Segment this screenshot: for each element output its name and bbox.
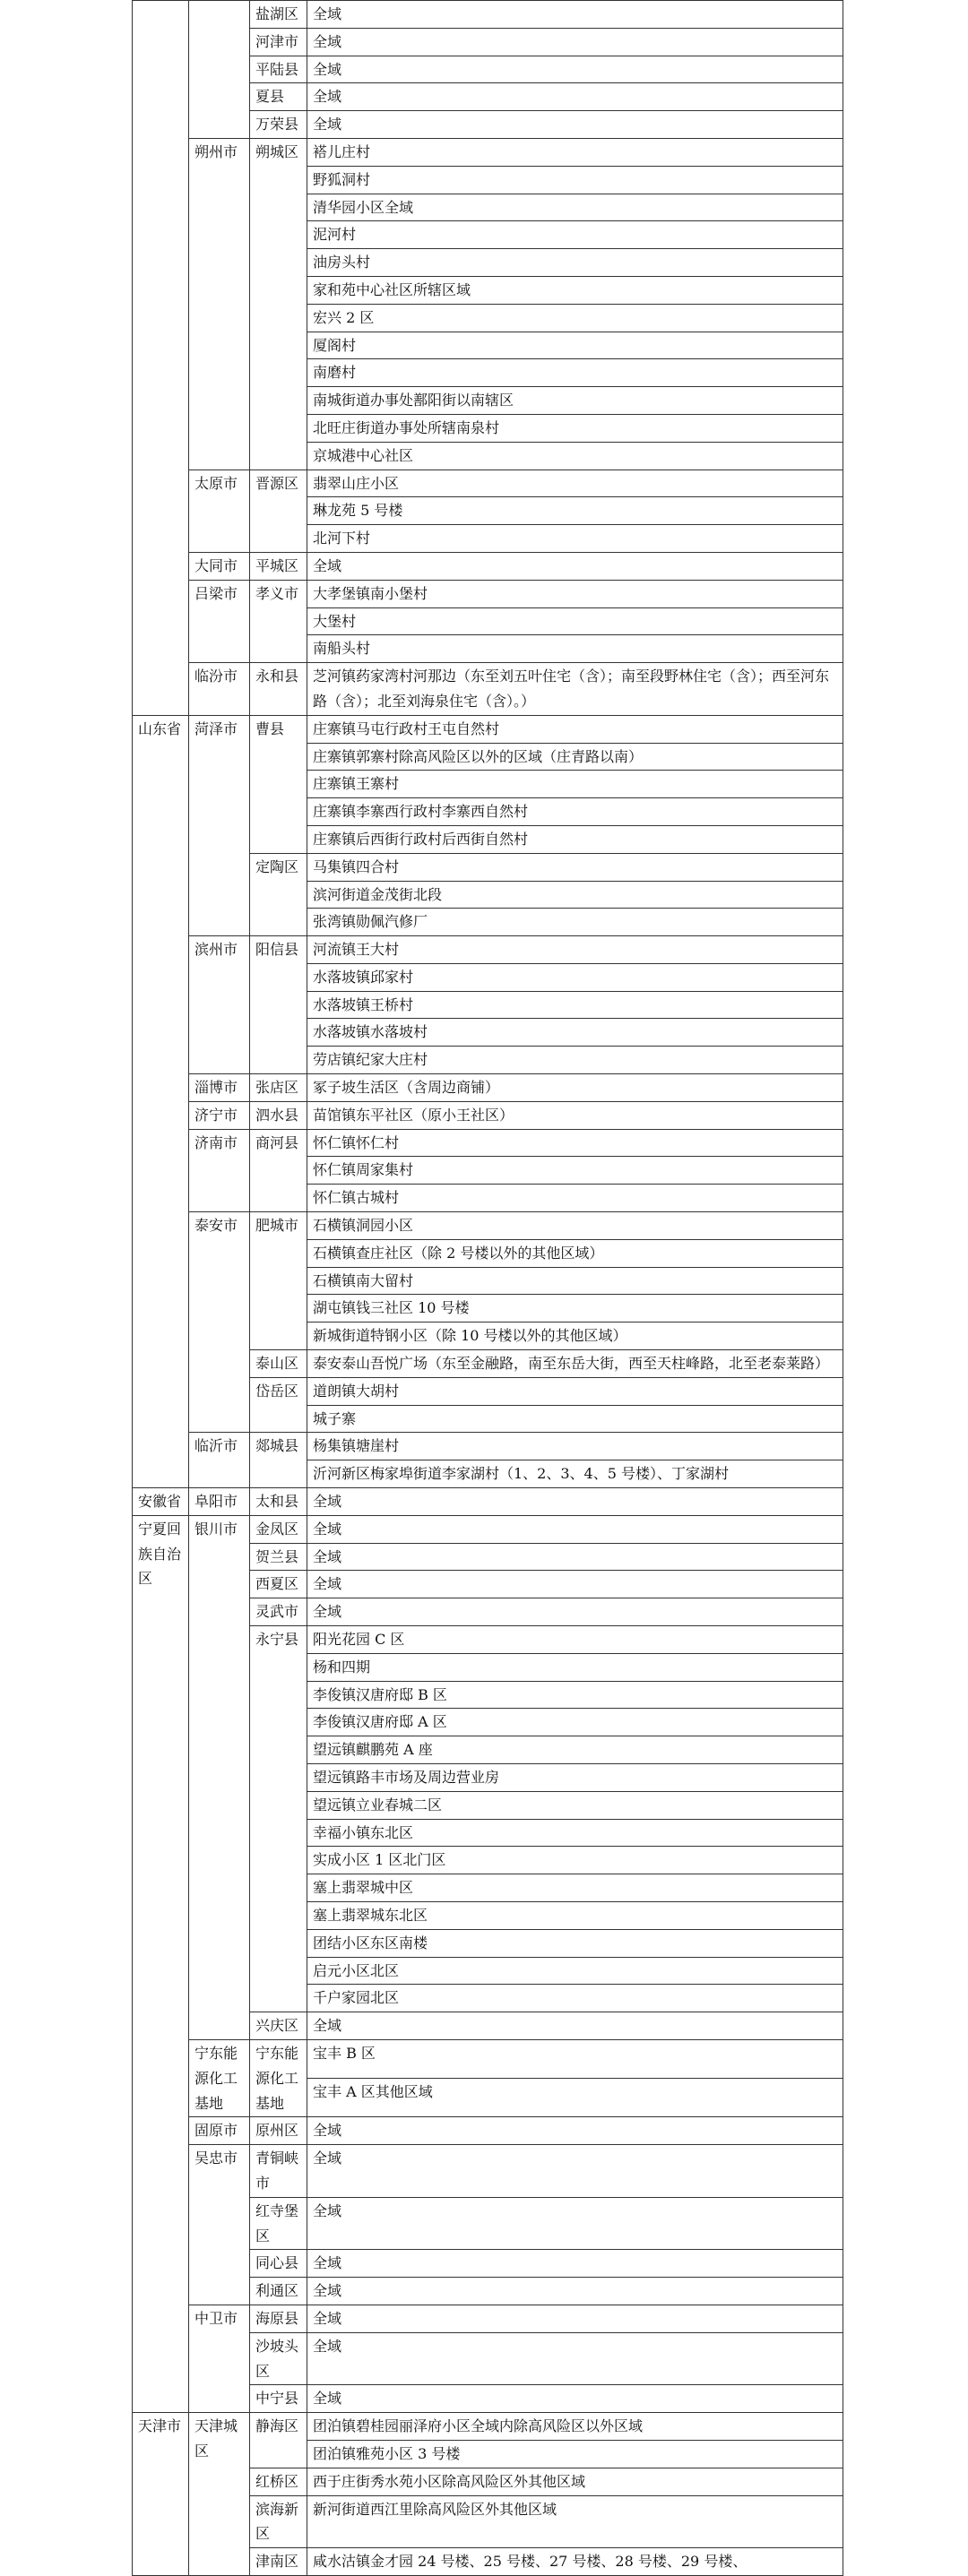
area-cell: 杨集镇塘崖村 <box>307 1433 843 1460</box>
area-cell: 庄寨镇李寨西行政村李寨西自然村 <box>307 798 843 826</box>
table-row <box>133 552 843 580</box>
area-cell: 怀仁镇怀仁村 <box>307 1129 843 1157</box>
table-row <box>133 663 843 716</box>
area-cell: 全域 <box>307 2332 843 2385</box>
city-cell: 宁东能源化工基地 <box>189 2039 250 2116</box>
city-cell: 中卫市 <box>189 2305 250 2412</box>
area-cell: 全域 <box>307 1515 843 1543</box>
district-cell: 利通区 <box>250 2278 307 2305</box>
table-row <box>133 936 843 964</box>
district-cell: 河津市 <box>250 28 307 56</box>
area-cell: 千户家园北区 <box>307 1985 843 2012</box>
area-cell: 李俊镇汉唐府邸 B 区 <box>307 1681 843 1709</box>
table-row <box>133 1129 843 1157</box>
area-cell: 厦阁村 <box>307 332 843 359</box>
area-cell: 石横镇洞园小区 <box>307 1212 843 1240</box>
area-cell: 幸福小镇东北区 <box>307 1819 843 1847</box>
area-cell: 全域 <box>307 111 843 139</box>
area-cell: 全域 <box>307 2250 843 2278</box>
area-cell: 全域 <box>307 1 843 29</box>
area-cell: 湖屯镇钱三社区 10 号楼 <box>307 1295 843 1322</box>
area-cell: 全域 <box>307 2145 843 2198</box>
area-cell: 水落坡镇王桥村 <box>307 991 843 1019</box>
district-cell: 平城区 <box>250 552 307 580</box>
province-cell: 宁夏回族自治区 <box>133 1515 189 2412</box>
district-cell: 海原县 <box>250 2305 307 2332</box>
area-cell: 琳龙苑 5 号楼 <box>307 497 843 525</box>
area-cell: 苗馆镇东平社区（原小王社区） <box>307 1101 843 1129</box>
province-cell: 安徽省 <box>133 1488 189 1516</box>
area-cell: 全域 <box>307 552 843 580</box>
city-cell: 滨州市 <box>189 936 250 1074</box>
district-cell: 永和县 <box>250 663 307 716</box>
city-cell: 济宁市 <box>189 1101 250 1129</box>
area-cell: 全域 <box>307 1598 843 1626</box>
area-cell: 全域 <box>307 2278 843 2305</box>
district-cell: 同心县 <box>250 2250 307 2278</box>
district-cell: 岱岳区 <box>250 1377 307 1433</box>
area-cell: 全域 <box>307 2117 843 2145</box>
city-cell: 济南市 <box>189 1129 250 1211</box>
area-cell: 全域 <box>307 2305 843 2332</box>
city-cell: 阜阳市 <box>189 1488 250 1516</box>
city-cell: 临沂市 <box>189 1433 250 1488</box>
area-cell: 宝丰 A 区其他区域 <box>307 2079 843 2117</box>
area-cell: 全域 <box>307 1488 843 1516</box>
table-row <box>133 2039 843 2078</box>
area-cell: 咸水沽镇金才园 24 号楼、25 号楼、27 号楼、28 号楼、29 号楼、 <box>307 2548 843 2576</box>
area-cell: 新河街道西江里除高风险区外其他区域 <box>307 2495 843 2548</box>
district-cell: 青铜峡市 <box>250 2145 307 2198</box>
area-cell: 水落坡镇水落坡村 <box>307 1019 843 1047</box>
area-cell: 石横镇南大留村 <box>307 1267 843 1295</box>
province-cell: 山东省 <box>133 715 189 1487</box>
district-cell: 滨海新区 <box>250 2495 307 2548</box>
area-cell: 望远镇立业春城二区 <box>307 1791 843 1819</box>
area-cell: 城子寨 <box>307 1405 843 1433</box>
area-cell: 全域 <box>307 2197 843 2250</box>
district-cell: 朔城区 <box>250 138 307 470</box>
table-row <box>133 580 843 607</box>
area-cell: 大堡村 <box>307 607 843 635</box>
table-row <box>133 1074 843 1102</box>
area-cell: 水落坡镇邱家村 <box>307 963 843 991</box>
district-cell: 商河县 <box>250 1129 307 1211</box>
area-cell: 全域 <box>307 2012 843 2040</box>
city-cell: 朔州市 <box>189 138 250 470</box>
area-cell: 新城街道特钢小区（除 10 号楼以外的其他区域） <box>307 1322 843 1350</box>
risk-area-table <box>132 0 843 2571</box>
area-cell: 马集镇四合村 <box>307 853 843 881</box>
city-cell: 吕梁市 <box>189 580 250 662</box>
district-cell: 灵武市 <box>250 1598 307 1626</box>
area-cell: 杨和四期 <box>307 1653 843 1681</box>
area-cell: 南城街道办事处鄯阳街以南辖区 <box>307 387 843 415</box>
district-cell: 西夏区 <box>250 1571 307 1598</box>
district-cell: 定陶区 <box>250 853 307 935</box>
area-cell: 西于庄街秀水苑小区除高风险区外其他区域 <box>307 2468 843 2495</box>
table-row <box>133 2117 843 2145</box>
district-cell: 金凤区 <box>250 1515 307 1543</box>
area-cell: 宝丰 B 区 <box>307 2039 843 2078</box>
city-cell: 天津城区 <box>189 2413 250 2576</box>
table-row <box>133 2305 843 2332</box>
district-cell: 沙坡头区 <box>250 2332 307 2385</box>
province-cell <box>133 1 189 716</box>
district-cell: 郯城县 <box>250 1433 307 1488</box>
area-cell: 劳店镇纪家大庄村 <box>307 1047 843 1074</box>
area-cell: 望远镇路丰市场及周边营业房 <box>307 1764 843 1792</box>
area-cell: 褡儿庄村 <box>307 138 843 166</box>
area-cell: 全域 <box>307 1543 843 1571</box>
city-cell: 太原市 <box>189 470 250 552</box>
district-cell: 原州区 <box>250 2117 307 2145</box>
district-cell: 静海区 <box>250 2413 307 2468</box>
district-cell: 盐湖区 <box>250 1 307 29</box>
area-cell: 团泊镇碧桂园丽泽府小区全域内除高风险区以外区域 <box>307 2413 843 2441</box>
area-cell: 清华园小区全域 <box>307 194 843 221</box>
city-cell <box>189 1 250 139</box>
city-cell: 菏泽市 <box>189 715 250 935</box>
area-cell: 沂河新区梅家埠街道李家湖村（1、2、3、4、5 号楼）、丁家湖村 <box>307 1460 843 1488</box>
area-cell: 北河下村 <box>307 525 843 553</box>
table-row <box>133 1515 843 1543</box>
area-cell: 全域 <box>307 28 843 56</box>
area-cell: 河流镇王大村 <box>307 936 843 964</box>
area-cell: 滨河街道金茂街北段 <box>307 881 843 909</box>
area-cell: 启元小区北区 <box>307 1957 843 1985</box>
city-cell: 大同市 <box>189 552 250 580</box>
city-cell: 吴忠市 <box>189 2145 250 2305</box>
area-cell: 全域 <box>307 56 843 83</box>
district-cell: 肥城市 <box>250 1212 307 1350</box>
district-cell: 贺兰县 <box>250 1543 307 1571</box>
district-cell: 万荣县 <box>250 111 307 139</box>
district-cell: 太和县 <box>250 1488 307 1516</box>
city-cell: 淄博市 <box>189 1074 250 1102</box>
area-cell: 南磨村 <box>307 359 843 387</box>
area-cell: 庄寨镇马屯行政村王屯自然村 <box>307 715 843 743</box>
area-cell: 张湾镇勋佩汽修厂 <box>307 909 843 936</box>
area-cell: 京城港中心社区 <box>307 442 843 470</box>
district-cell: 泰山区 <box>250 1350 307 1378</box>
district-cell: 泗水县 <box>250 1101 307 1129</box>
area-cell: 家和苑中心社区所辖区域 <box>307 276 843 304</box>
area-cell: 塞上翡翠城中区 <box>307 1874 843 1902</box>
area-cell: 野狐洞村 <box>307 166 843 194</box>
table-row <box>133 470 843 497</box>
area-cell: 南船头村 <box>307 635 843 663</box>
district-cell: 阳信县 <box>250 936 307 1074</box>
district-cell: 兴庆区 <box>250 2012 307 2040</box>
district-cell: 宁东能源化工基地 <box>250 2039 307 2116</box>
area-cell: 大孝堡镇南小堡村 <box>307 580 843 607</box>
district-cell: 中宁县 <box>250 2385 307 2413</box>
table-row <box>133 1101 843 1129</box>
table-row <box>133 715 843 743</box>
table-row <box>133 2413 843 2441</box>
area-cell: 北旺庄街道办事处所辖南泉村 <box>307 414 843 442</box>
district-cell: 津南区 <box>250 2548 307 2576</box>
area-cell: 望远镇麒鹏苑 A 座 <box>307 1736 843 1764</box>
area-cell: 庄寨镇郭寨村除高风险区以外的区域（庄青路以南） <box>307 743 843 771</box>
area-table <box>132 0 843 2576</box>
area-cell: 道朗镇大胡村 <box>307 1377 843 1405</box>
area-cell: 李俊镇汉唐府邸 A 区 <box>307 1709 843 1736</box>
city-cell: 银川市 <box>189 1515 250 2039</box>
district-cell: 红桥区 <box>250 2468 307 2495</box>
table-row <box>133 1 843 29</box>
district-cell: 晋源区 <box>250 470 307 552</box>
area-cell: 翡翠山庄小区 <box>307 470 843 497</box>
area-cell: 庄寨镇王寨村 <box>307 771 843 798</box>
table-row <box>133 1433 843 1460</box>
area-cell: 庄寨镇后西街行政村后西街自然村 <box>307 825 843 853</box>
table-row <box>133 138 843 166</box>
area-cell: 实成小区 1 区北门区 <box>307 1847 843 1874</box>
city-cell: 固原市 <box>189 2117 250 2145</box>
area-cell: 油房头村 <box>307 249 843 277</box>
area-cell: 全域 <box>307 1571 843 1598</box>
area-cell: 阳光花园 C 区 <box>307 1626 843 1654</box>
table-row <box>133 1212 843 1240</box>
table-row <box>133 1488 843 1516</box>
area-cell: 泥河村 <box>307 221 843 249</box>
area-cell: 团结小区东区南楼 <box>307 1929 843 1957</box>
area-cell: 冢子坡生活区（含周边商铺） <box>307 1074 843 1102</box>
area-cell: 石横镇查庄社区（除 2 号楼以外的其他区域） <box>307 1239 843 1267</box>
district-cell: 夏县 <box>250 83 307 111</box>
district-cell: 平陆县 <box>250 56 307 83</box>
table-row <box>133 2145 843 2198</box>
area-cell: 芝河镇药家湾村河那边（东至刘五叶住宅（含）；南至段野林住宅（含）；西至河东路（含）；北至刘海泉住宅（含）。） <box>307 663 843 716</box>
area-cell: 塞上翡翠城东北区 <box>307 1901 843 1929</box>
area-cell: 团泊镇雅苑小区 3 号楼 <box>307 2440 843 2468</box>
area-cell: 宏兴 2 区 <box>307 304 843 332</box>
district-cell: 曹县 <box>250 715 307 853</box>
area-cell: 全域 <box>307 2385 843 2413</box>
district-cell: 永宁县 <box>250 1626 307 2012</box>
area-cell: 全域 <box>307 83 843 111</box>
area-cell: 泰安泰山吾悦广场（东至金融路，南至东岳大街，西至天柱峰路，北至老泰莱路） <box>307 1350 843 1378</box>
district-cell: 红寺堡区 <box>250 2197 307 2250</box>
district-cell: 张店区 <box>250 1074 307 1102</box>
city-cell: 临汾市 <box>189 663 250 716</box>
table-body <box>133 1 843 2576</box>
city-cell: 泰安市 <box>189 1212 250 1433</box>
area-cell: 怀仁镇古城村 <box>307 1185 843 1212</box>
province-cell: 天津市 <box>133 2413 189 2576</box>
area-cell: 怀仁镇周家集村 <box>307 1157 843 1185</box>
district-cell: 孝义市 <box>250 580 307 662</box>
